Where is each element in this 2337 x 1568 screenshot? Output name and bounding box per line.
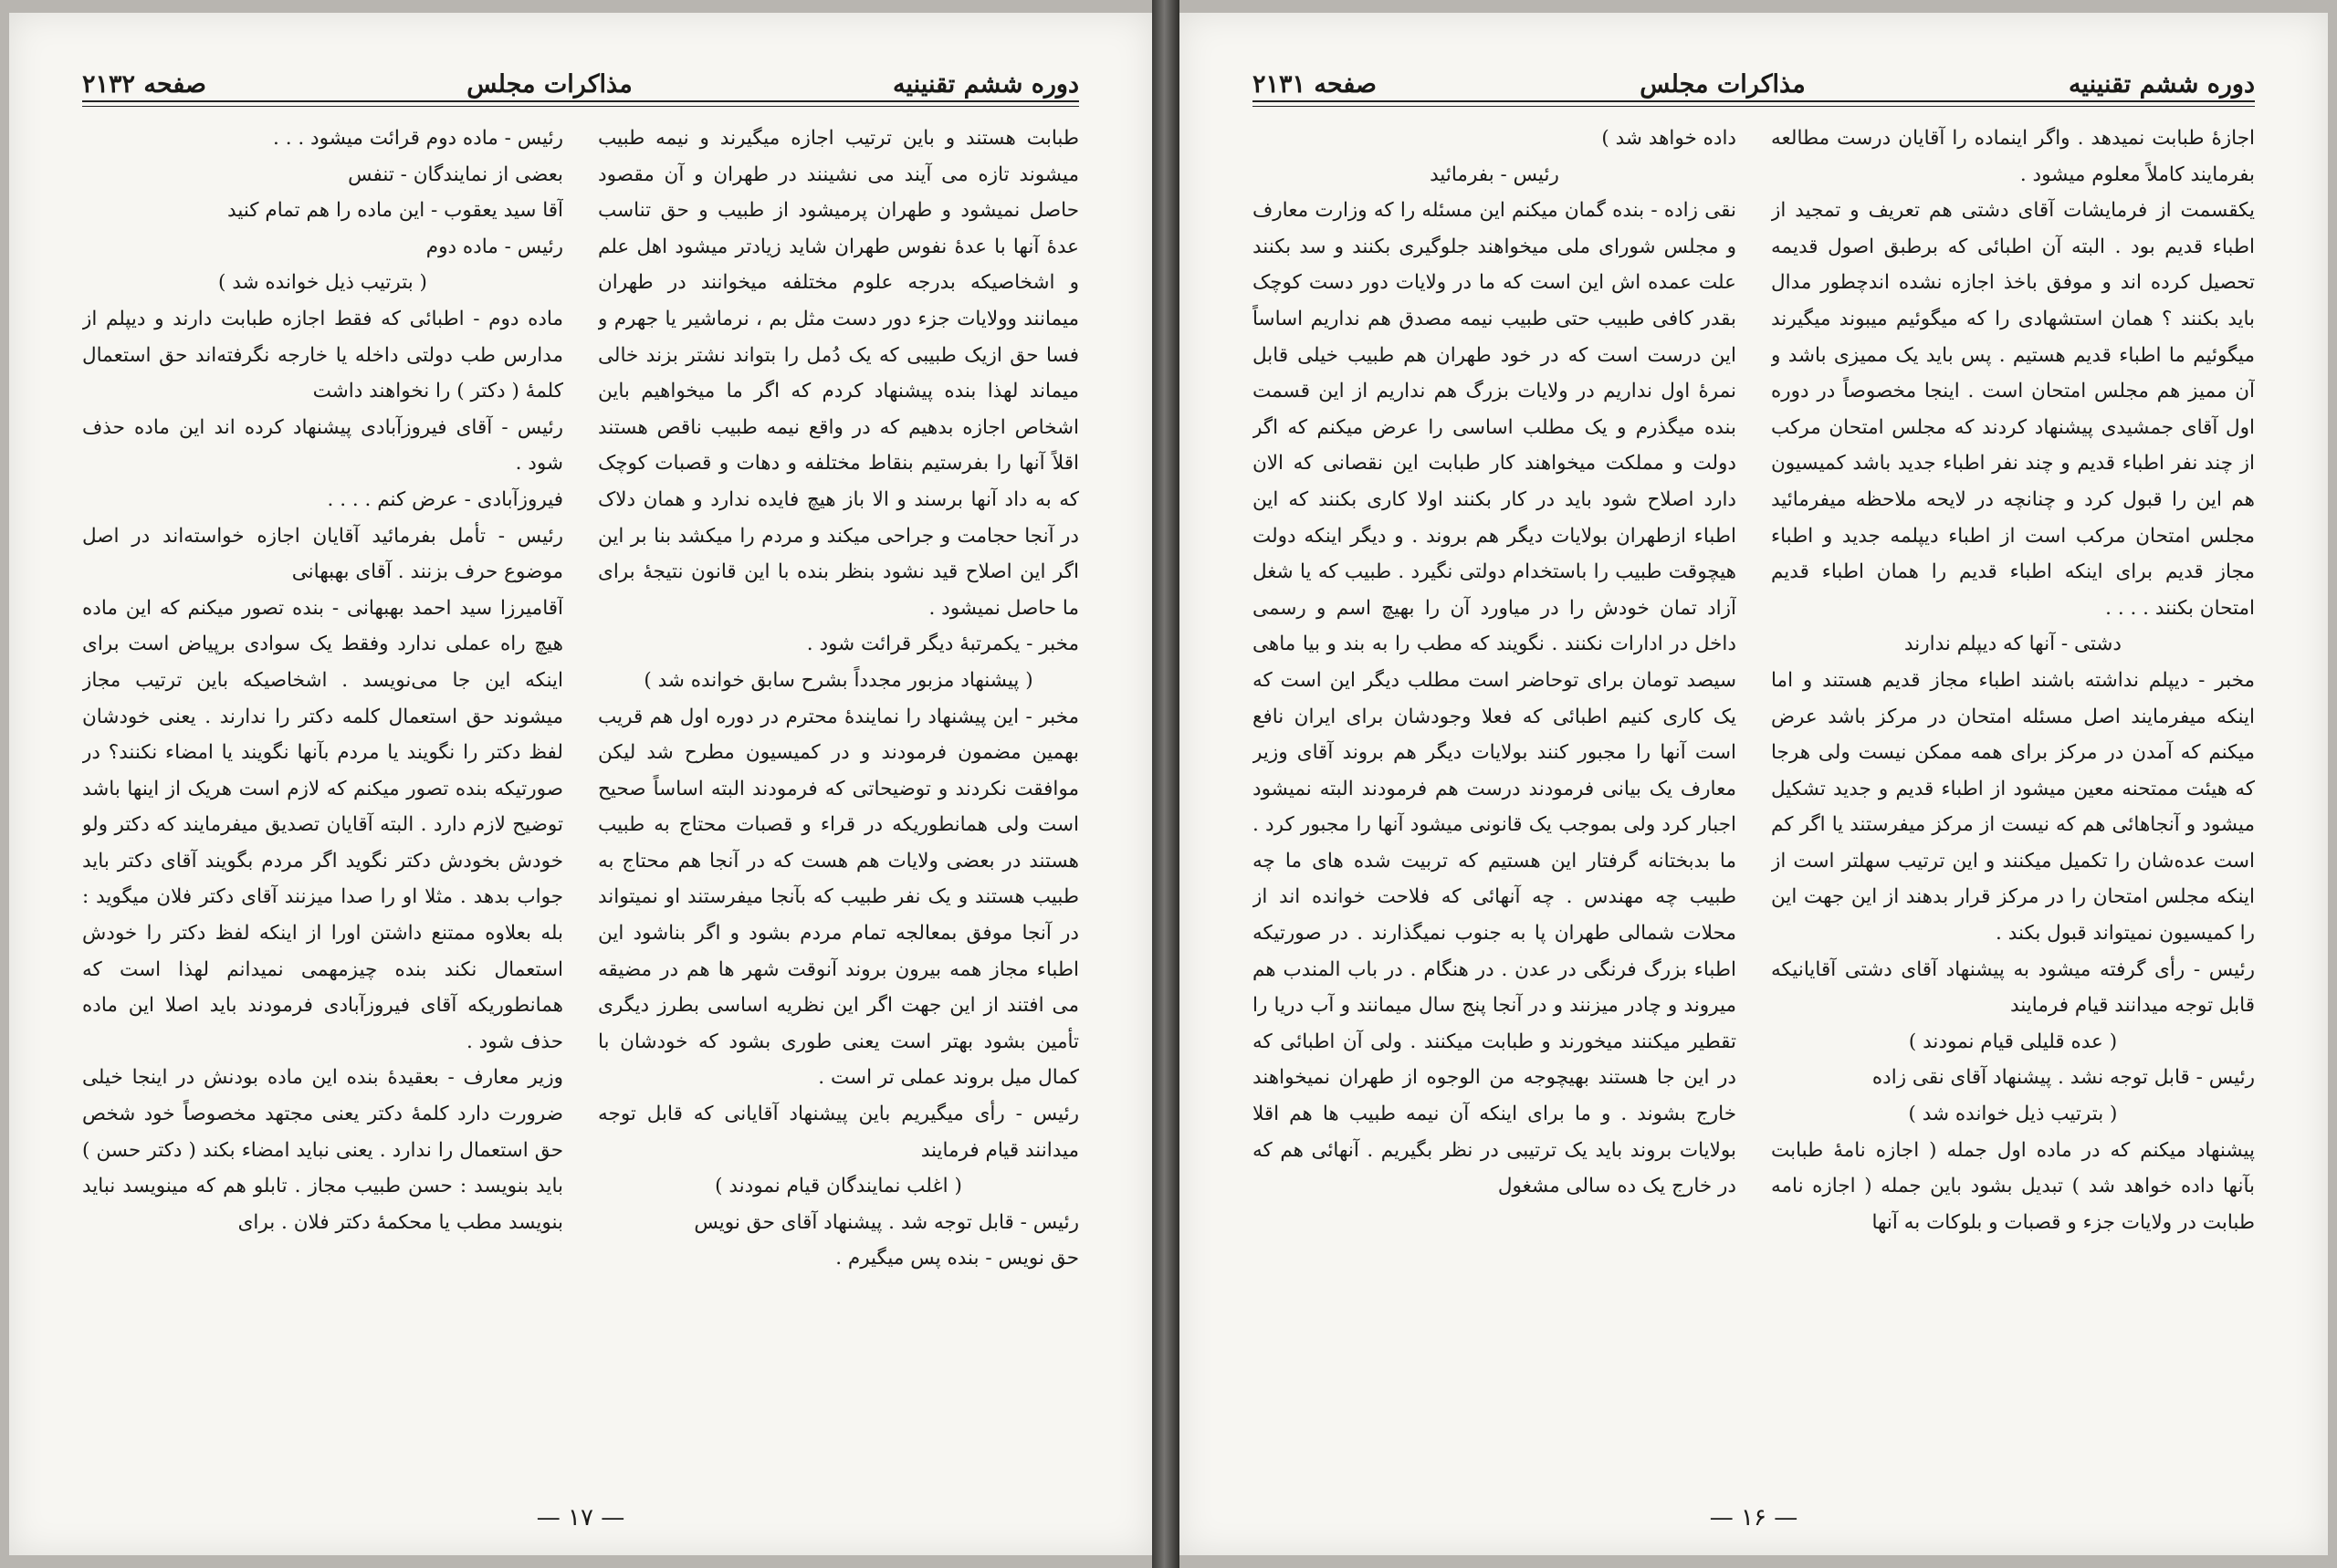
paragraph: رئیس - آقای فیروزآبادی پیشنهاد کرده اند این ماده حذف شود . [82,415,563,476]
paragraph: اجازهٔ طبابت نمیدهد . واگر اینماده را آقایان درست مطالعه بفرمایند کاملاً معلوم میشود . [1771,127,2255,186]
paragraph: ( اغلب نمایندگان قیام نمودند ) [715,1175,962,1198]
paragraph: مخبر - دیپلم نداشته باشند اطباء مجاز قدیم هستند و اما اینکه میفرمایند اصل مسئله امتحان در مرکز باشد عرض میکنم که آمدن در مرکز برای همه ممکن نیست ولی هرجا که هیئت ممتحنه معین میشود از اطباء قدیم و جدید تشکیل میشود و آنجاهائی هم که نیست از مرکز میفرستند یا اگر کم است عده‌شان را تکمیل میکنند و این ترتیب سهلتر است از اینکه مجلس امتحان را در مرکز قرار بدهند از این جهت این را کمیسیون نمیتواند قبول بکند . [1771,668,2255,946]
paragraph: مخبر - این پیشنهاد را نمایندهٔ محترم در دوره اول هم قریب بهمین مضمون فرمودند و در کمیسیون مطرح شد لیکن موافقت نکردند و توضیحاتی که فرمودند البته اساساً صحیح است ولی همانطوریکه در قراء و قصبات محتاج به طبیب هستند در بعضی ولایات هم هست که در آنجا هم محتاج به طبیب هستند و یک نفر طبیب که بآنجا میفرستند او نمیتواند در آنجا موفق بمعالجه تمام مردم بشود و اگر بناشود این اطباء مجاز همه بیرون بروند آنوقت شهر ها هم در مضیقه می افتند از این جهت اگر این نظریه اساسی بطرز دیگری تأمین بشود بهتر است یعنی طوری بشود که خودشان با کمال میل بروند عملی تر است . [598,705,1079,1090]
paragraph: رئیس - تأمل بفرمائید آقایان اجازه خواسته‌اند در اصل موضوع حرف بزنند . آقای بهبهانی [82,524,563,584]
paragraph: یکقسمت از فرمایشات آقای دشتی هم تعریف و تمجید از اطباء قدیم بود . البته آن اطبائی که برطبق اصول قدیمه تحصیل کرده اند و موفق باخذ اجازه نشده اندچطور مدال باید بکنند ؟ همان استشهادی را که میگوئیم میبوند میگیرند میگوئیم ما اطباء قدیم هستیم . پس باید یک ممیزی باشد و آن ممیز هم مجلس امتحان است . اینجا مخصوصاً در دوره اول آقای جمشیدی پیشنهاد کردند که مجلس امتحان مرکب از چند نفر اطباء قدیم و چند نفر اطباء جدید باشد کمیسیون هم این را قبول کرد و چنانچه در لایحه ملاحظه میفرمائید مجلس امتحان مرکب است از اطباء دیپلمه جدید و اطباء مجاز قدیم برای اینکه اطباء قدیم را همان اطباء قدیم امتحان بکنند . . . . [1771,199,2255,620]
text-columns [1252,120,2255,1475]
header-rule-thin [1252,106,2255,107]
paragraph: رئیس - ماده دوم قرائت میشود . . . [273,127,563,150]
page-header [82,46,1079,99]
left-page [9,13,1152,1555]
session-title: دوره ششم تقنینیه [2069,70,2255,99]
paragraph: دشتی - آنها که دیپلم ندارند [1904,632,2122,656]
paragraph: داده خواهد شد ) [1601,127,1736,150]
paragraph: رئیس - رأی گرفته میشود به پیشنهاد آقای دشتی آقایانیکه قابل توجه میدانند قیام فرمایند [1771,957,2255,1018]
paragraph: رئیس - قابل توجه نشد . پیشنهاد آقای نقی زاده [1871,1066,2255,1090]
paragraph: رئیس - بفرمائید [1430,162,1559,186]
header-rule [1252,100,2255,102]
paragraph: آقا سید یعقوب - این ماده را هم تمام کنید [227,199,563,223]
page-header [1252,46,2255,99]
column-left [82,120,563,1475]
page-number-header: صفحه ۲۱۳۲ [82,70,206,99]
header-rule-thin [82,106,1079,107]
paragraph: حق نویس - بنده پس میگیرم . [835,1247,1079,1270]
header-rule [82,100,1079,102]
session-title: دوره ششم تقنینیه [893,70,1079,99]
column-left [1252,120,1736,1475]
paragraph: ( عده قلیلی قیام نمودند ) [1908,1030,2118,1053]
paragraph: ( پیشنهاد مزبور مجدداً بشرح سابق خوانده شد ) [644,668,1033,692]
paragraph: وزیر معارف - بعقیدهٔ بنده این ماده بودنش در اینجا خیلی ضرورت دارد کلمهٔ دکتر یعنی مجتهد مخصوصاً خود شخص حق استعمال را ندارد . یعنی نباید امضاء بکند ( دکتر حسن ) باید بنویسد : حسن طبیب مجاز . تابلو هم که مینویسد نباید بنویسد مطب یا محکمهٔ دکتر فلان . برای [82,1066,563,1234]
paragraph: بعضی از نمایندگان - تنفس [348,162,563,186]
page-folio: — ۱۶ — [1709,1504,1798,1531]
paragraph: ( بترتیب ذیل خوانده شد ) [218,271,427,295]
journal-title: مذاکرات مجلس [466,70,633,99]
column-right [1771,120,2255,1475]
journal-title: مذاکرات مجلس [1640,70,1806,99]
page-folio: — ۱۷ — [536,1504,625,1531]
paragraph: فیروزآبادی - عرض کنم . . . . [327,487,563,511]
paragraph: طبابت هستند و باین ترتیب اجازه میگیرند و نیمه طبیب میشوند تازه می آیند می نشینند در طهران و آن مقصود حاصل نمیشود و طهران پرمیشود از طبیب و حق تناسب عدهٔ آنها با عدهٔ نفوس طهران شاید زیادتر میشود اهل علم و اشخاصیکه بدرجه علوم مختلفه میخوانند در طهران میمانند وولایات جزء دور دست مثل بم ، نرماشیر یا جهرم و فسا حق ازیک طبیبی که یک دُمل را بتواند نشتر بزند خالی میماند لهذا بنده پیشنهاد کردم که اگر ما میخواهیم باین اشخاص اجازه بدهیم که در واقع نیمه طبیب ناقص هستند اقلاً آنها را بفرستیم بنقاط مختلفه و دهات و قصبات کوچک که به داد آنها برسند و الا باز هیچ فایده ندارد و همان دلاک در آنجا حجامت و جراحی میکند و مردم را میکشد بنا بر این اگر این اصلاح قید نشود بنظر بنده با این قانون نتیجهٔ برای ما حاصل نمیشود . [598,127,1079,620]
paragraph: رئیس - ماده دوم [425,235,563,258]
paragraph: ( بترتیب ذیل خوانده شد ) [1908,1103,2118,1126]
column-right [598,120,1079,1475]
page-number-header: صفحه ۲۱۳۱ [1252,70,1377,99]
text-columns [82,120,1079,1475]
right-page [1179,13,2328,1555]
paragraph: رئیس - رأی میگیریم باین پیشنهاد آقایانی که قابل توجه میدانند قیام فرمایند [598,1103,1079,1162]
paragraph: مخبر - یکمرتبهٔ دیگر قرائت شود . [806,632,1079,656]
paragraph: نقی زاده - بنده گمان میکنم این مسئله را که وزارت معارف و مجلس شورای ملی میخواهند جلوگیری بکنند و سد بکنند علت عمده اش این است که ما در ولایات دور دست کوچک بقدر کافی طبیب حتی طبیب نیمه مصدق هم نداریم اساساً این درست است که در خود طهران هم طبیب خیلی قابل نمرهٔ اول نداریم در ولایات بزرگ هم نداریم از این قسمت بنده میگذرم و یک مطلب اساسی را عرض میکنم که اگر دولت و مملکت میخواهند کار طبابت این نقصانی که الان دارد اصلاح شود باید در کار بکنند اولا کاری بکنند که این اطباء ازطهران بولایات دیگر هم بروند . و دیگر اینکه دولت هیچوقت طبیب را باستخدام دولتی نگیرد . طبیب که یا شغل آزاد تمان خودش را در میاورد آن را بهیچ اسم و رسمی داخل در ادارات نکنند . نگویند که مطب را به بند و بیا ماهی سیصد تومان برای توحاضر است مطلب دیگر این است که یک کاری کنیم اطبائی که فعلا وجودشان برای ایران نافع است آنها را مجبور کنند بولایات دیگر هم بروند آقای وزیر معارف یک بیانی فرمودند درست هم فرمودند البته نمیشود اجبار کرد ولی بموجب یک قانونی میشود آنها را مجبور کرد . ما بدبختانه گرفتار این هستیم که تربیت شده های ما چه طبیب چه مهندس . چه آنهائی که فلاحت خوانده اند از محلات شمالی طهران پا به جنوب نمیگذارند . در صورتیکه اطباء بزرگ فرنگی در عدن . در هنگام . در باب المندب هم میروند و چادر میزنند و در آنجا پنج سال میمانند و آب دریا را تقطیر میکنند میخورند و طبابت میکنند . ولی آن اطبائی که در این جا هستند بهیچوجه من الوجوه از طهران نمیخواهند خارج بشوند . و ما برای اینکه آن نیمه طبیب ها هم اقلا بولایات بروند باید یک ترتیبی در نظر بگیریم . آنهائی هم که در خارج یک ده سالی مشغول [1252,199,1736,1198]
paragraph: آقامیرزا سید احمد بهبهانی - بنده تصور میکنم که این ماده هیچ راه عملی ندارد وفقط یک سوادی برپیاض است برای اینکه این جا می‌نویسد . اشخاصیکه باین ترتیب مجاز میشوند حق استعمال کلمه دکتر را ندارند . یعنی خودشان لفظ دکتر را نگویند یا مردم بآنها نگویند یا امضاء نکنند؟ در صورتیکه بنده تصور میکنم که لازم است هریک از اینها باشد توضیح لازم دارد . البته آقایان تصدیق میفرمایند که دکتر ولو خودش بخودش دکتر نگوید اگر مردم بگویند آقای دکتر باید جواب بدهد . مثلا او را صدا میزنند آقای دکتر فلان میگوید : بله بعلاوه ممتنع داشتن اورا از اینکه لفظ دکتر را خودش استعمال نکند بنده چیزمهمی نمیدانم لهذا است که همانطوریکه آقای فیروزآبادی فرمودند باید اصلا این ماده حذف شود . [82,596,563,1053]
book-gutter [1152,0,1179,1568]
paragraph: پیشنهاد میکنم که در ماده اول جمله ( اجازه نامهٔ طبابت بآنها داده خواهد شد ) تبدیل بشود باین جمله ( اجازه نامه طبابت در ولایات جزء و قصبات و بلوکات به آنها [1771,1138,2255,1234]
paragraph: ماده دوم - اطبائی که فقط اجازه طبابت دارند و دیپلم از مدارس طب دولتی داخله یا خارجه نگرفته‌اند حق استعمال کلمهٔ ( دکتر ) را نخواهند داشت [82,307,563,403]
paragraph: رئیس - قابل توجه شد . پیشنهاد آقای حق نویس [694,1210,1079,1234]
